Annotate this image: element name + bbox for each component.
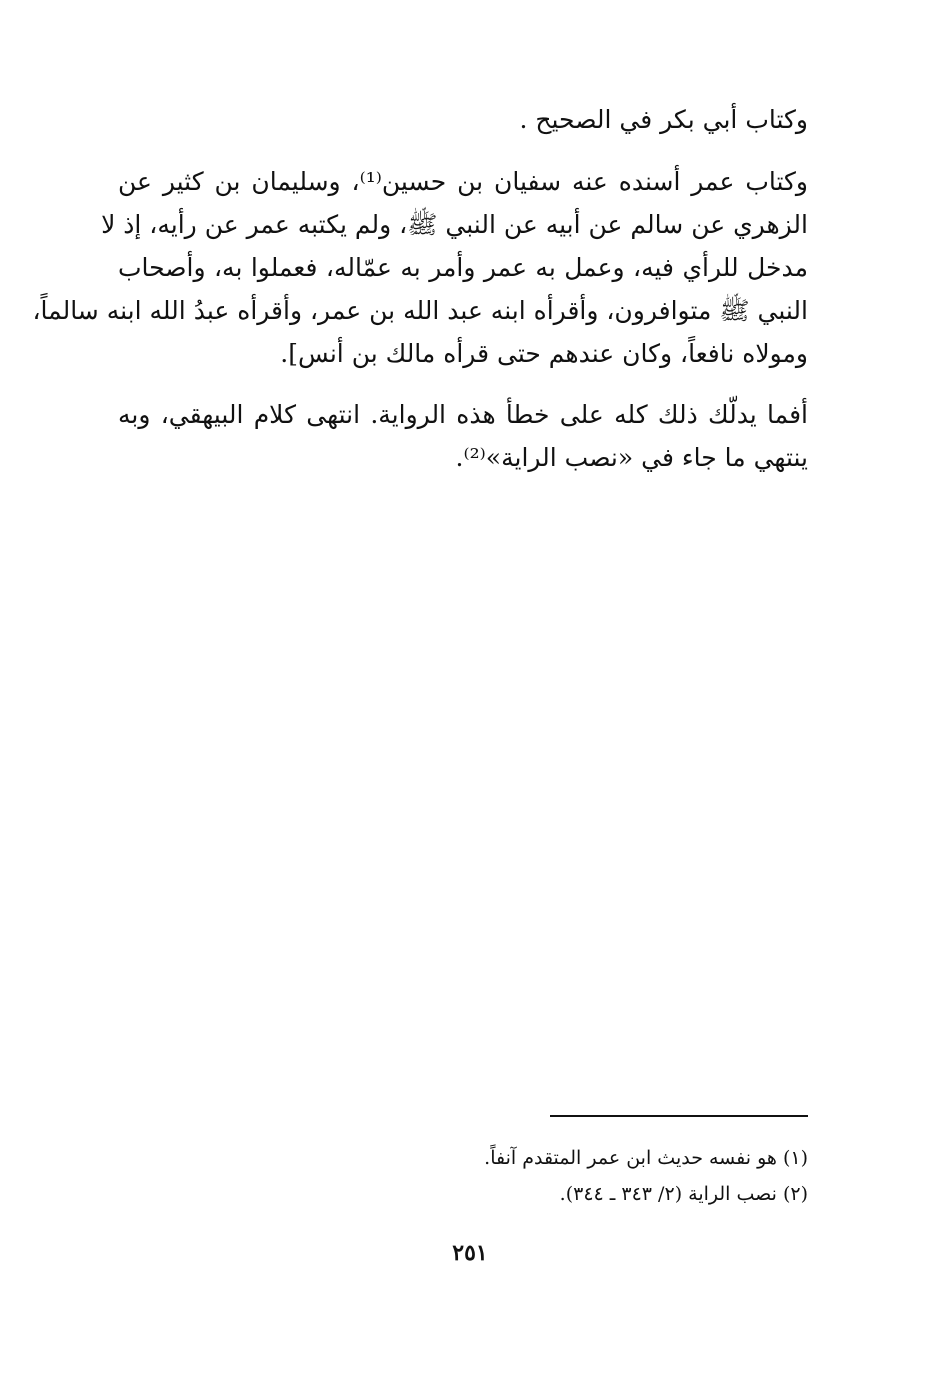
text-line: مدخل للرأي فيه، وعمل به عمر وأمر به عمّاله، فعملوا به، وأصحاب bbox=[118, 253, 808, 282]
paragraph-2 bbox=[32, 160, 808, 375]
paragraph-1 bbox=[118, 98, 808, 141]
text-line: ومولاه نافعاً، وكان عندهم حتى قرأه مالك بن أنس]. bbox=[280, 339, 808, 368]
paragraph-3 bbox=[118, 393, 808, 479]
footnote-1: (١) هو نفسه حديث ابن عمر المتقدم آنفاً. bbox=[484, 1147, 808, 1169]
footnote-divider bbox=[550, 1115, 808, 1117]
text-line: وكتاب عمر أسنده عنه سفيان بن حسين⁽¹⁾، وسليمان بن كثير عن bbox=[118, 167, 808, 196]
footnote-2: (٢) نصب الراية (٢/ ٣٤٣ ـ ٣٤٤). bbox=[559, 1183, 808, 1205]
text-line: الزهري عن سالم عن أبيه عن النبي ﷺ، ولم يكتبه عمر عن رأيه، إذ لا bbox=[101, 210, 808, 239]
text-line: أفما يدلّك ذلك كله على خطأ هذه الرواية. انتهى كلام البيهقي، وبه bbox=[118, 400, 808, 429]
page-number: ٢٥١ bbox=[452, 1240, 488, 1266]
text-line: النبي ﷺ متوافرون، وأقرأه ابنه عبد الله بن عمر، وأقرأه عبدُ الله ابنه سالماً، bbox=[32, 296, 808, 325]
text-line: ينتهي ما جاء في «نصب الراية»⁽²⁾. bbox=[455, 443, 808, 472]
text-line: وكتاب أبي بكر في الصحيح . bbox=[519, 105, 808, 134]
footnotes bbox=[300, 1140, 808, 1212]
